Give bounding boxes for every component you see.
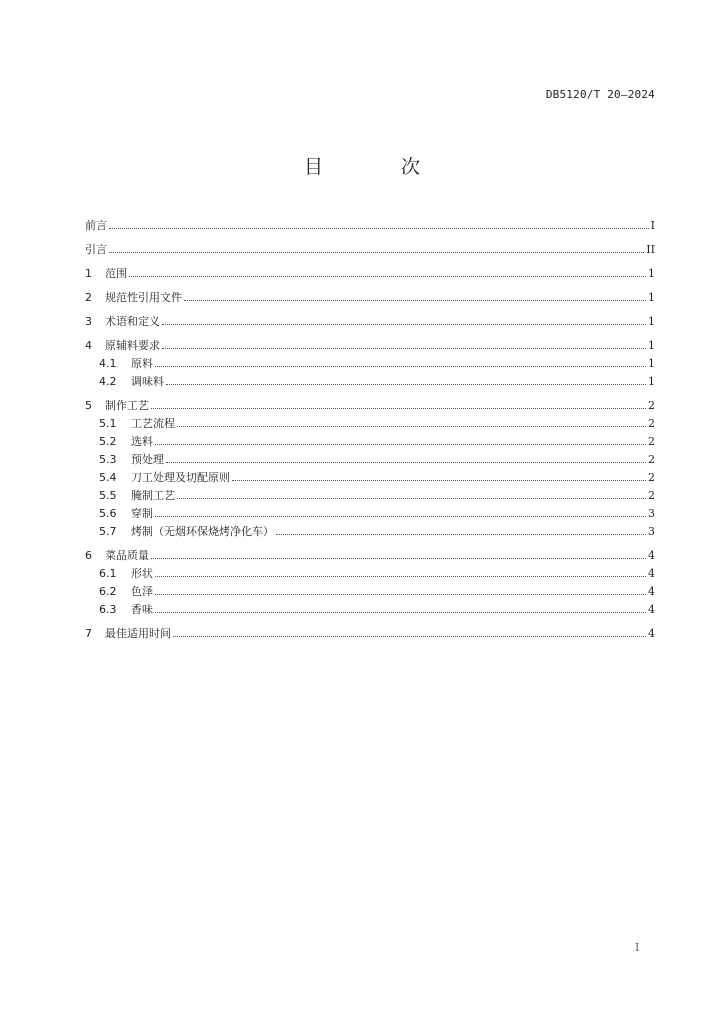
- toc-entry-label: 烤制（无烟环保烧烤净化车）: [131, 525, 274, 538]
- toc-entry[interactable]: [85, 489, 655, 502]
- toc-entry-page: 4: [648, 603, 655, 616]
- dot-leader: [166, 461, 646, 463]
- toc-entry-number: 3: [85, 315, 92, 328]
- toc-entry-page: 4: [648, 549, 655, 562]
- toc-entry-label: 范围: [105, 267, 127, 280]
- toc-entry-label: 工艺流程: [131, 417, 175, 430]
- toc-entry-number: 2: [85, 291, 92, 304]
- toc-entry-page: 1: [648, 339, 655, 352]
- toc-entry[interactable]: [85, 585, 655, 598]
- dot-leader: [177, 497, 646, 499]
- toc-entry-number: 6: [85, 549, 92, 562]
- toc-entry-label: 刀工处理及切配原则: [131, 471, 230, 484]
- toc-entry-number: 6.3: [99, 603, 117, 616]
- toc-entry-page: 4: [648, 567, 655, 580]
- toc-entry-label: 原料: [131, 357, 153, 370]
- toc-entry[interactable]: [85, 603, 655, 616]
- toc-entry[interactable]: [85, 417, 655, 430]
- footer-page-number: I: [635, 941, 640, 954]
- toc-entry[interactable]: [85, 549, 655, 562]
- dot-leader: [155, 611, 646, 613]
- toc-entry-number: 7: [85, 627, 92, 640]
- dot-leader: [162, 347, 646, 349]
- toc-entry-label: 调味料: [131, 375, 164, 388]
- dot-leader: [155, 365, 646, 367]
- toc-entry-label: 最佳适用时间: [105, 627, 171, 640]
- toc-entry-page: 2: [648, 435, 655, 448]
- toc-entry-page: 2: [648, 399, 655, 412]
- toc-entry-page: 1: [648, 375, 655, 388]
- toc-entry[interactable]: [85, 471, 655, 484]
- toc-entry[interactable]: [85, 399, 655, 412]
- toc-entry[interactable]: [85, 375, 655, 388]
- toc-entry-number: 5.1: [99, 417, 117, 430]
- toc-entry-page: 3: [648, 507, 655, 520]
- toc-entry-label: 术语和定义: [105, 315, 160, 328]
- toc-entry-number: 5.3: [99, 453, 117, 466]
- dot-leader: [184, 299, 646, 301]
- toc-entry[interactable]: [85, 435, 655, 448]
- dot-leader: [155, 443, 646, 445]
- toc-entry-label: 前言: [85, 219, 107, 232]
- toc-entry-page: I: [650, 219, 655, 232]
- toc-entry-page: 2: [648, 453, 655, 466]
- toc-entry-number: 5: [85, 399, 92, 412]
- toc-entry-label: 原辅料要求: [105, 339, 160, 352]
- toc-entry-label: 规范性引用文件: [105, 291, 182, 304]
- dot-leader: [151, 407, 646, 409]
- toc-entry-page: 2: [648, 417, 655, 430]
- toc-entry-page: 1: [648, 267, 655, 280]
- toc-entry-number: 5.2: [99, 435, 117, 448]
- toc-entry[interactable]: [85, 291, 655, 304]
- toc-entry-label: 色泽: [131, 585, 153, 598]
- dot-leader: [177, 425, 646, 427]
- toc-entry-label: 选料: [131, 435, 153, 448]
- table-of-contents: [85, 219, 655, 640]
- toc-entry-page: 4: [648, 585, 655, 598]
- dot-leader: [155, 515, 646, 517]
- toc-entry-label: 菜品质量: [105, 549, 149, 562]
- toc-entry-number: 6.2: [99, 585, 117, 598]
- toc-entry-label: 制作工艺: [105, 399, 149, 412]
- toc-entry[interactable]: [85, 315, 655, 328]
- page-title: 目 次: [303, 156, 457, 178]
- toc-entry[interactable]: [85, 525, 655, 538]
- toc-entry-number: 4: [85, 339, 92, 352]
- dot-leader: [162, 323, 646, 325]
- dot-leader: [173, 635, 646, 637]
- standard-code: DB5120/T 20—2024: [545, 88, 655, 101]
- toc-entry-number: 6.1: [99, 567, 117, 580]
- toc-entry-page: 2: [648, 471, 655, 484]
- dot-leader: [109, 227, 649, 229]
- toc-entry-page: 1: [648, 357, 655, 370]
- toc-entry-label: 穿制: [131, 507, 153, 520]
- toc-entry-page: 3: [648, 525, 655, 538]
- dot-leader: [276, 533, 646, 535]
- toc-entry-page: 1: [648, 291, 655, 304]
- dot-leader: [109, 251, 644, 253]
- toc-entry[interactable]: [85, 219, 655, 232]
- dot-leader: [166, 383, 646, 385]
- toc-entry-number: 5.7: [99, 525, 117, 538]
- toc-entry-page: II: [646, 243, 655, 256]
- toc-entry[interactable]: [85, 453, 655, 466]
- toc-entry-label: 腌制工艺: [131, 489, 175, 502]
- toc-entry-label: 形状: [131, 567, 153, 580]
- toc-entry[interactable]: [85, 357, 655, 370]
- toc-entry-label: 预处理: [131, 453, 164, 466]
- toc-entry-number: 5.6: [99, 507, 117, 520]
- dot-leader: [232, 479, 646, 481]
- toc-entry-page: 4: [648, 627, 655, 640]
- dot-leader: [155, 593, 646, 595]
- toc-entry-page: 1: [648, 315, 655, 328]
- toc-entry-number: 5.5: [99, 489, 117, 502]
- dot-leader: [151, 557, 646, 559]
- toc-entry-number: 4.1: [99, 357, 117, 370]
- toc-entry[interactable]: [85, 267, 655, 280]
- toc-entry-label: 香味: [131, 603, 153, 616]
- toc-entry[interactable]: [85, 507, 655, 520]
- toc-entry[interactable]: [85, 567, 655, 580]
- toc-entry-number: 4.2: [99, 375, 117, 388]
- dot-leader: [155, 575, 646, 577]
- toc-entry[interactable]: [85, 339, 655, 352]
- toc-entry-label: 引言: [85, 243, 107, 256]
- toc-entry[interactable]: [85, 243, 655, 256]
- toc-entry-number: 1: [85, 267, 92, 280]
- dot-leader: [129, 275, 646, 277]
- toc-entry-number: 5.4: [99, 471, 117, 484]
- toc-entry-page: 2: [648, 489, 655, 502]
- toc-entry[interactable]: [85, 627, 655, 640]
